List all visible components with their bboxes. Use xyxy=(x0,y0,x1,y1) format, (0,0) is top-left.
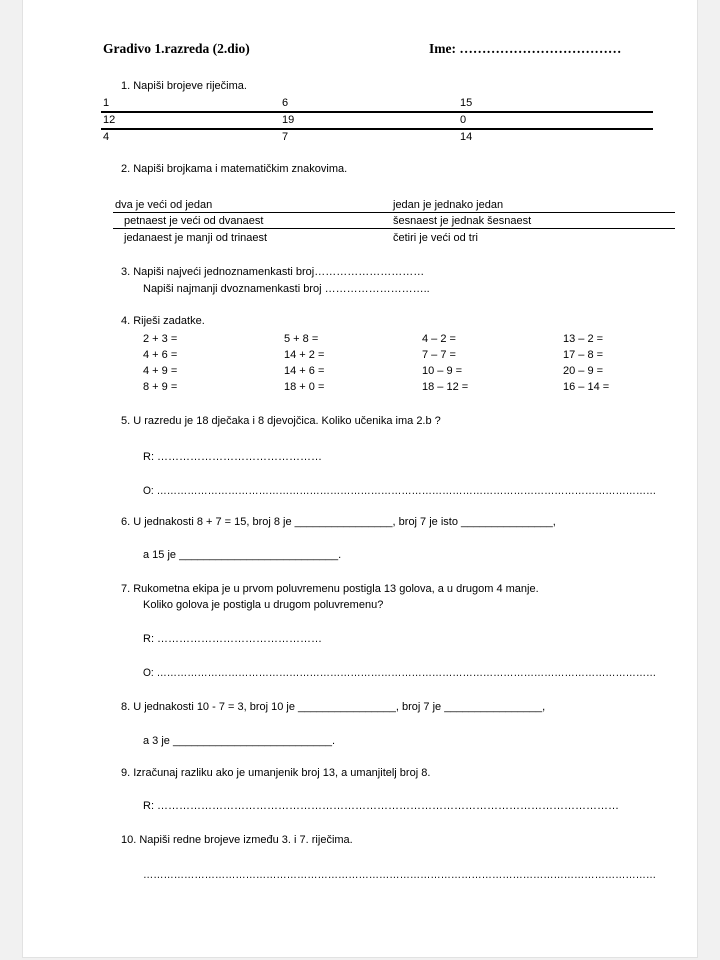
question-6-line-2: a 15 je __________________________. xyxy=(143,549,342,561)
q2-row-divider xyxy=(113,228,675,229)
q2-cell: šesnaest je jednak šesnaest xyxy=(393,215,532,227)
math-task: 2 + 3 = xyxy=(143,333,178,345)
q1-cell: 0 xyxy=(460,114,467,126)
math-task: 13 – 2 = xyxy=(563,333,604,345)
question-5-text: 5. U razredu je 18 dječaka i 8 djevojčica. Koliko učenika ima 2.b ? xyxy=(121,415,441,427)
q1-cell: 15 xyxy=(460,97,473,109)
question-10-text: 10. Napiši redne brojeve između 3. i 7. riječima. xyxy=(121,834,353,846)
math-task: 5 + 8 = xyxy=(284,333,319,345)
math-task: 20 – 9 = xyxy=(563,365,604,377)
math-task: 16 – 14 = xyxy=(563,381,610,393)
math-task: 4 + 6 = xyxy=(143,349,178,361)
question-9-text: 9. Izračunaj razliku ako je umanjenik broj 13, a umanjitelj broj 8. xyxy=(121,767,431,779)
question-7-line-2: Koliko golova je postigla u drugom poluvremenu? xyxy=(143,599,384,611)
q2-cell: dva je veći od jedan xyxy=(115,199,213,211)
answer-r-line: R: ……………………………………………………………………………………………………………… xyxy=(143,800,620,812)
answer-line: …………………………………………………………………………………………………………………………………… xyxy=(143,869,657,881)
math-task: 17 – 8 = xyxy=(563,349,604,361)
worksheet-page xyxy=(22,0,698,958)
answer-o-line: O: ………………………………………………………………………………………………………………………………… xyxy=(143,667,657,679)
worksheet-title: Gradivo 1.razreda (2.dio) xyxy=(103,41,250,56)
question-4-text: 4. Riješi zadatke. xyxy=(121,315,205,327)
question-8-line-2: a 3 je __________________________. xyxy=(143,735,336,747)
q1-cell: 4 xyxy=(103,131,110,143)
q2-cell: četiri je veći od tri xyxy=(393,232,478,244)
question-7-line-1: 7. Rukometna ekipa je u prvom poluvremenu postigla 13 golova, a u drugom 4 manje. xyxy=(121,583,539,595)
math-task: 8 + 9 = xyxy=(143,381,178,393)
math-task: 10 – 9 = xyxy=(422,365,463,377)
q2-row-divider xyxy=(113,212,675,213)
math-task: 18 + 0 = xyxy=(284,381,325,393)
q1-cell: 12 xyxy=(103,114,116,126)
q1-cell: 1 xyxy=(103,97,110,109)
question-8-line-1: 8. U jednakosti 10 - 7 = 3, broj 10 je ________________, broj 7 je ________________, xyxy=(121,701,546,713)
q1-row-divider xyxy=(101,128,653,130)
q2-cell: jedanaest je manji od trinaest xyxy=(124,232,268,244)
math-task: 4 + 9 = xyxy=(143,365,178,377)
q2-cell: petnaest je veći od dvanaest xyxy=(124,215,264,227)
answer-r-line: R: ……………………………………… xyxy=(143,451,323,463)
math-task: 7 – 7 = xyxy=(422,349,456,361)
math-task: 4 – 2 = xyxy=(422,333,456,345)
answer-o-line: O: ………………………………………………………………………………………………………………………………… xyxy=(143,485,657,497)
question-1-text: 1. Napiši brojeve riječima. xyxy=(121,80,247,92)
question-6-line-1: 6. U jednakosti 8 + 7 = 15, broj 8 je ________________, broj 7 je isto _______________, xyxy=(121,516,556,528)
math-task: 14 + 6 = xyxy=(284,365,325,377)
q1-cell: 19 xyxy=(282,114,295,126)
question-3-line-2: Napiši najmanji dvoznamenkasti broj ……………………….. xyxy=(143,283,430,295)
question-3-line-1: 3. Napiši najveći jednoznamenkasti broj………………………… xyxy=(121,266,425,278)
math-task: 18 – 12 = xyxy=(422,381,469,393)
q1-row-divider xyxy=(101,111,653,113)
name-field-label: Ime: ……………………………… xyxy=(429,41,622,56)
q1-cell: 6 xyxy=(282,97,289,109)
q1-cell: 14 xyxy=(460,131,473,143)
math-task: 14 + 2 = xyxy=(284,349,325,361)
q2-cell: jedan je jednako jedan xyxy=(393,199,504,211)
question-2-text: 2. Napiši brojkama i matematičkim znakovima. xyxy=(121,163,348,175)
q1-cell: 7 xyxy=(282,131,289,143)
answer-r-line: R: ……………………………………… xyxy=(143,633,323,645)
